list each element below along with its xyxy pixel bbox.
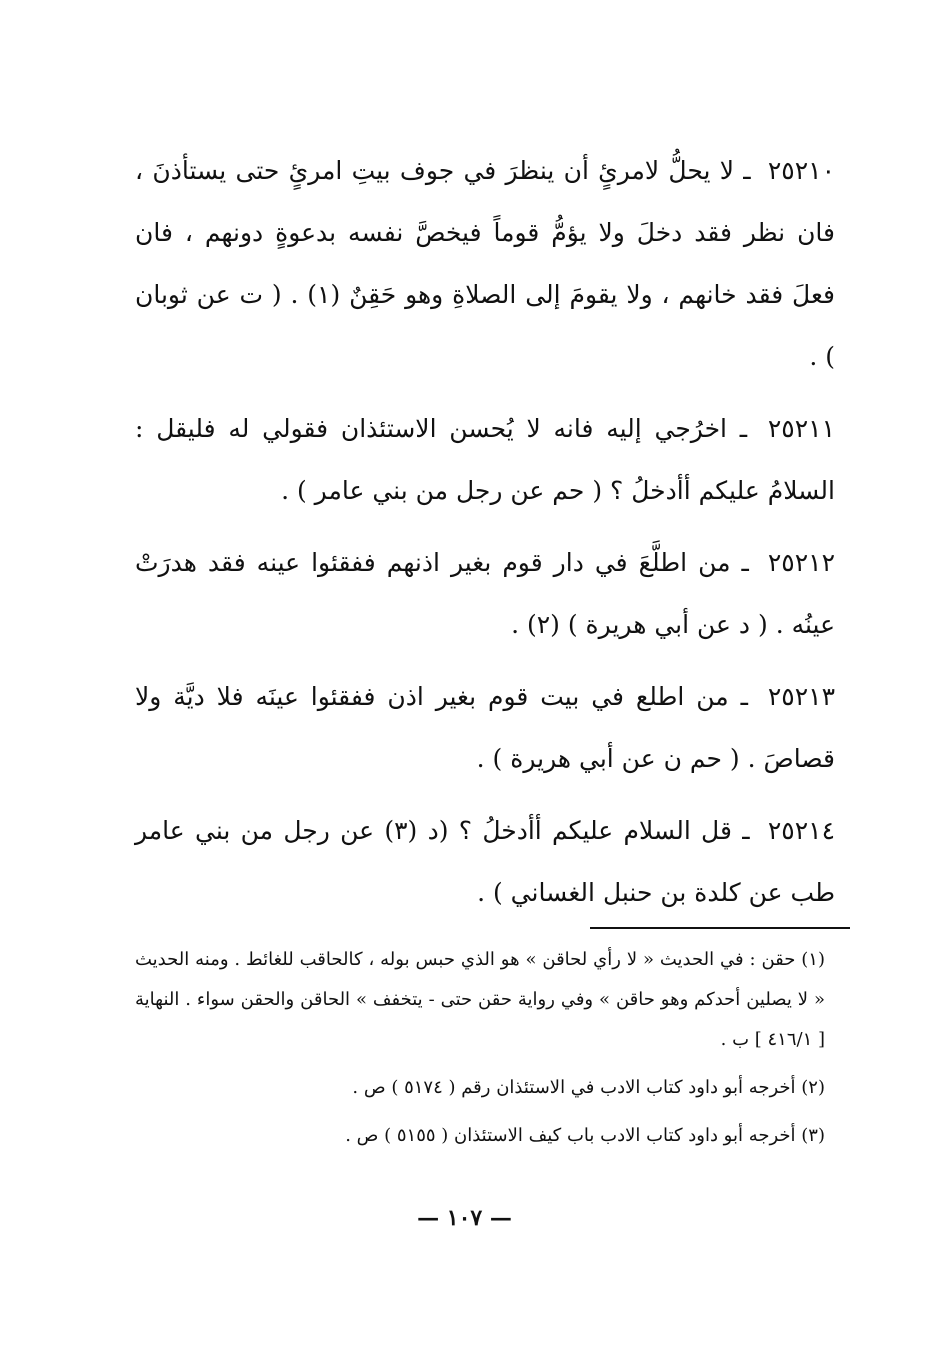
hadith-paragraph: ٢٥٢١١ ـ اخرُجي إليه فانه لا يُحسن الاستئذان فقولي له فليقل : السلامُ عليكم أأدخلُ ؟ ( حم عن رجل من بني عامر ) . [135, 414, 836, 505]
footnote: (٢) أخرجه أبو داود كتاب الادب في الاستئذان رقم ( ٥١٧٤ ) ص . [352, 1077, 825, 1098]
hadith-number: ٢٥٢١٣ [767, 682, 835, 711]
hadith-paragraph: ٢٥٢١٣ ـ من اطلع في بيت قوم بغير اذن ففقئوا عينَه فلا ديَّة ولا قصاصَ . ( حم ن عن أبي هريرة ) . [135, 682, 835, 773]
hadith-text: قل السلام عليكم أأدخلُ ؟ (د (٣) عن رجل من بني عامر طب عن كلدة بن حنبل الغساني ) . [135, 816, 835, 907]
hadith-text: اخرُجي إليه فانه لا يُحسن الاستئذان فقولي له فليقل : السلامُ عليكم أأدخلُ ؟ ( حم عن رجل من بني عامر ) . [135, 414, 835, 505]
footnote-divider [590, 927, 850, 929]
hadith-paragraph: ٢٥٢١٤ ـ قل السلام عليكم أأدخلُ ؟ (د (٣) عن رجل من بني عامر طب عن كلدة بن حنبل الغساني ) . [135, 816, 836, 907]
hadith-text: لا يحلُّ لامرئٍ أن ينظرَ في جوف بيتِ امرئٍ حتى يستأذنَ ، فان نظر فقد دخلَ ولا يؤمُّ قوماً فيخصَّ نفسه بدعوةٍ دونهم ، فان فعلَ فقد خانهم ، ولا يقومَ إلى الصلاةِ وهو حَقِنٌ (١) . ( ت عن ثوبان ) . [135, 156, 835, 371]
hadith-paragraph: ٢٥٢١٠ ـ لا يحلُّ لامرئٍ أن ينظرَ في جوف بيتِ امرئٍ حتى يستأذنَ ، فان نظر فقد دخلَ ولا يؤمُّ قوماً فيخصَّ نفسه بدعوةٍ دونهم ، فان فعلَ فقد خانهم ، ولا يقومَ إلى الصلاةِ وهو حَقِنٌ (١) . ( ت عن ثوبان ) . [135, 156, 836, 371]
footnote: (١) حقن : في الحديث « لا رأي لحاقن » هو الذي حبس بوله ، كالحاقب للغائط . ومنه الحديث « لا يصلين أحدكم وهو حاقن » وفي رواية حقن حتى - يتخفف » الحاقن والحقن سواء . النهاية [ ٤١٦/١ ] ب . [135, 949, 825, 1050]
footnotes [135, 940, 825, 1164]
page-number: — ١٠٧ — [417, 1205, 512, 1231]
hadith-text: من اطلَّعَ في دار قوم بغير اذنهم ففقئوا عينه فقد هدرَتْ عينُه . ( د عن أبي هريرة ) (٢) . [135, 548, 835, 639]
hadith-number: ٢٥٢١١ [767, 414, 836, 443]
hadith-text: من اطلع في بيت قوم بغير اذن ففقئوا عينَه فلا ديَّة ولا قصاصَ . ( حم ن عن أبي هريرة ) . [135, 682, 835, 773]
hadith-number: ٢٥٢١٢ [767, 548, 836, 577]
hadith-number: ٢٥٢١٠ [767, 156, 836, 185]
footnote: (٣) أخرجه أبو داود كتاب الادب باب كيف الاستئذان ( ٥١٥٥ ) ص . [345, 1125, 825, 1146]
hadith-list [135, 140, 835, 934]
hadith-number: ٢٥٢١٤ [767, 816, 836, 845]
hadith-paragraph: ٢٥٢١٢ ـ من اطلَّعَ في دار قوم بغير اذنهم ففقئوا عينه فقد هدرَتْ عينُه . ( د عن أبي هريرة ) (٢) . [135, 548, 836, 639]
